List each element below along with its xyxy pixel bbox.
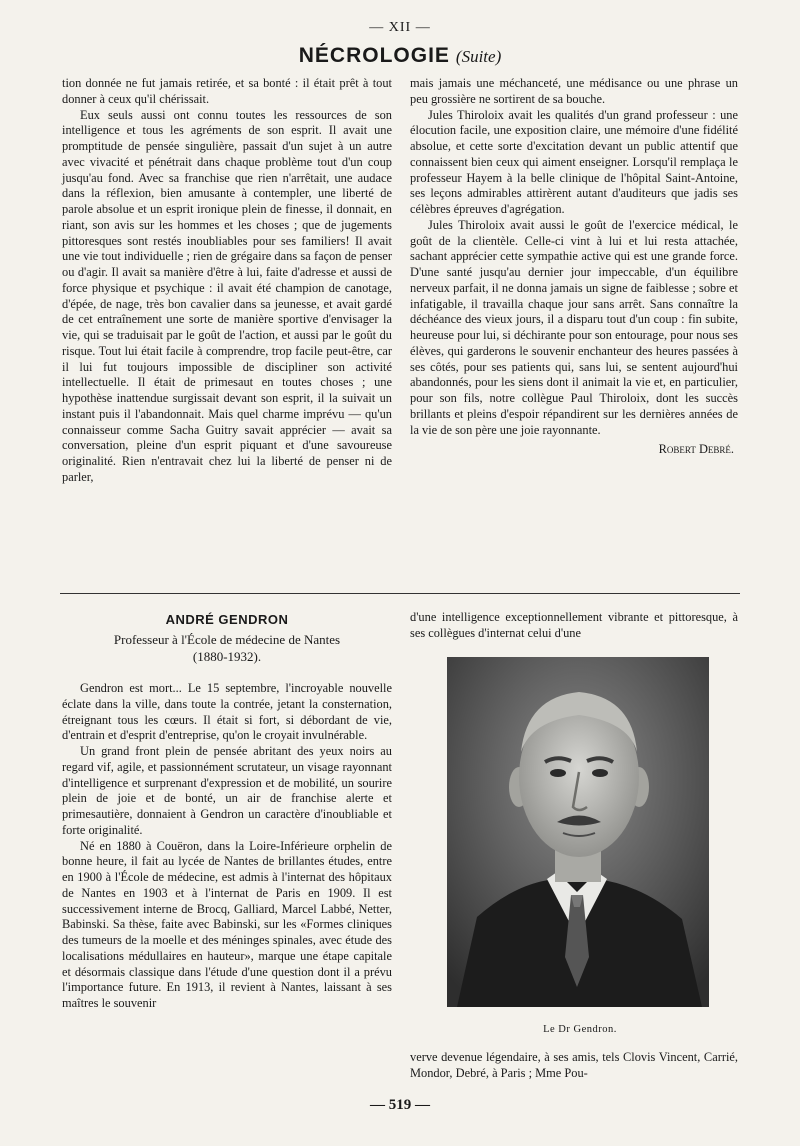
section-title: [0, 44, 800, 68]
article-divider: [60, 593, 740, 594]
portrait-image: [447, 657, 709, 1007]
article2-title: ANDRÉ GENDRON: [165, 612, 289, 627]
article2-right-top: [410, 610, 738, 642]
article2-right-bottom: [410, 1050, 738, 1082]
article2-paragraph: Né en 1880 à Couëron, dans la Loire-Inférieure orphelin de bonne heure, il fait au lycée de Nantes de brillantes études, entre en 1900 à l'École de médecine, est admis à l'internat des hôpitaux de Nantes en 1903 et à l'internat de Paris en 1909. Il est successivement interne de Brocq, Galliard, Marcel Labbé, Netter, Babinski. Sa thèse, faite avec Babinski, sur les «Formes cliniques des tumeurs de la moelle et des méninges spinales, avec étude des localisations médullaires en hauteur», marque une étape capitale et désormais classique dans l'étude d'une question dont il a prévu l'importance future. En 1913, il revient à Nantes, laissant à ses maîtres le souvenir: [62, 838, 392, 1010]
article2-paragraph: Gendron est mort... Le 15 septembre, l'incroyable nouvelle éclate dans la ville, dans toute la contrée, jetant la consternation, étreignant tous les cœurs. Il était si fort, si débordant de vie, d'entrain et d'esprit d'entreprise, qu'on le croyait invulnérable.: [62, 681, 392, 743]
article2-paragraph: d'une intelligence exceptionnellement vibrante et pittoresque, à ses collègues d'internat celui d'une: [410, 610, 738, 640]
article1-left-column: [62, 76, 392, 486]
article1-paragraph: Jules Thiroloix avait aussi le goût de l'exercice médical, le goût de la clientèle. Celle-ci vint à lui et lui resta attachée, sachant apprécier cette sympathie active qui est une grande force. D'une santé jusqu'au dernier jour impeccable, d'un équilibre nerveux parfait, il ne donna jamais un signe de faiblesse ; sobre et infatigable, il travailla chaque jour sans arrêt. Sans connaître la déchéance des vieux jours, il a disparu tout d'un coup : fin subite, heureuse pour lui, si déchirante pour son entourage, pour nous ses élèves, qui garderons le souvenir enchanteur des heures passées à ses côtés, pour ses patients qui, sans lui, se sentent aujourd'hui abandonnés, pour les siens dont il animait la vie et, en particulier, pour son fils, notre collègue Paul Thiroloix, dont les succès brillants et pleins d'espoir répandirent sur les dernières années de la vie de son père une joie rayonnante.: [410, 217, 738, 437]
portrait-photo: [447, 657, 709, 1007]
article2-subtitle: Professeur à l'École de médecine de Nantes: [113, 632, 341, 647]
article2-dates: (1880-1932).: [192, 649, 262, 664]
section-title-text: NÉCROLOGIE: [298, 44, 450, 67]
article1-signature: Robert Debré.: [658, 442, 734, 457]
page-number: — 519 —: [370, 1097, 430, 1113]
article1-paragraph: mais jamais une méchanceté, une médisance ou une phrase un peu grossière ne sortirent de sa bouche.: [410, 76, 738, 106]
running-head: — XII —: [369, 20, 431, 35]
article2-paragraph: Un grand front plein de pensée abritant des yeux noirs au regard vif, agile, et passionnément scrutateur, un visage rayonnant d'intelligence et surprenant d'expression et de mobilité, un sourire plein de joie et de bonté, un air de franchise alerte et primesautière, donnaient à Gendron un caractère d'inoubliable et forte originalité.: [62, 744, 392, 837]
article2-paragraph: verve devenue légendaire, à ses amis, tels Clovis Vincent, Carrié, Mondor, Debré, à Paris ; Mme Pou-: [410, 1050, 738, 1080]
portrait-caption: Le Dr Gendron.: [543, 1024, 617, 1035]
article1-paragraph: tion donnée ne fut jamais retirée, et sa bonté : il était prêt à tout donner à ceux qu'il chérissait.: [62, 76, 392, 106]
article1-paragraph: Eux seuls aussi ont connu toutes les ressources de son intelligence et tous les agréments de son esprit. Il avait une promptitude de pensée singulière, passait d'un sujet à un autre avec vivacité et pénétrait dans chaque problème tout d'un coup jusqu'au fond. Avec sa franchise que rien n'arrêtait, une audace dans la réflexion, bien amusante à contempler, une liberté de parole absolue et un esprit ironique plein de finesse, il donnait, en riant, son avis sur les hommes et les choses ; que de jugements pittoresques sont restés inoubliables pour ses familiers! Il avait une vie tout individuelle ; rien de grégaire dans sa façon de penser ou d'agir. Il avait sa manière d'être à lui, faite d'adresse et aussi de force physique et psychique : il avait été champion de canotage, d'épée, de nage, très bon cavalier dans sa jeunesse, et avait gardé de cet entraînement une sorte de manière sportive d'envisager la vie, qui se traduisait par le goût de l'action, et aussi par le goût du risque. Tout lui était facile à comprendre, trop facile peut-être, car il lui fut toujours impossible de discipliner son activité intellectuelle. Il était de primesaut en toutes choses ; une hypothèse inattendue surgissait devant son esprit, il la suivait un instant puis il l'abandonnait. Mais quel charme imprévu — qu'un connaisseur comme Sacha Guitry savait apprécier — avait sa conversation, pleine d'un esprit piquant et d'une savoureuse originalité. Rien n'entravait chez lui la liberté de penser ni de parler,: [62, 107, 392, 484]
article1-paragraph: Jules Thiroloix avait les qualités d'un grand professeur : une élocution facile, une exposition claire, une mémoire d'une fidélité absolue, et cette sorte d'excitation devant un public attentif que connaissent bien ceux qui aiment enseigner. Lorsqu'il remplaça le professeur Hayem à la belle clinique de l'hôpital Saint-Antoine, ses leçons admirables attirèrent autant d'auditeurs que jadis ses célèbres épreuves d'agrégation.: [410, 107, 738, 216]
section-title-suffix: (Suite): [455, 47, 502, 66]
article1-right-column: [410, 76, 738, 457]
article2-left-column: [62, 612, 392, 1012]
